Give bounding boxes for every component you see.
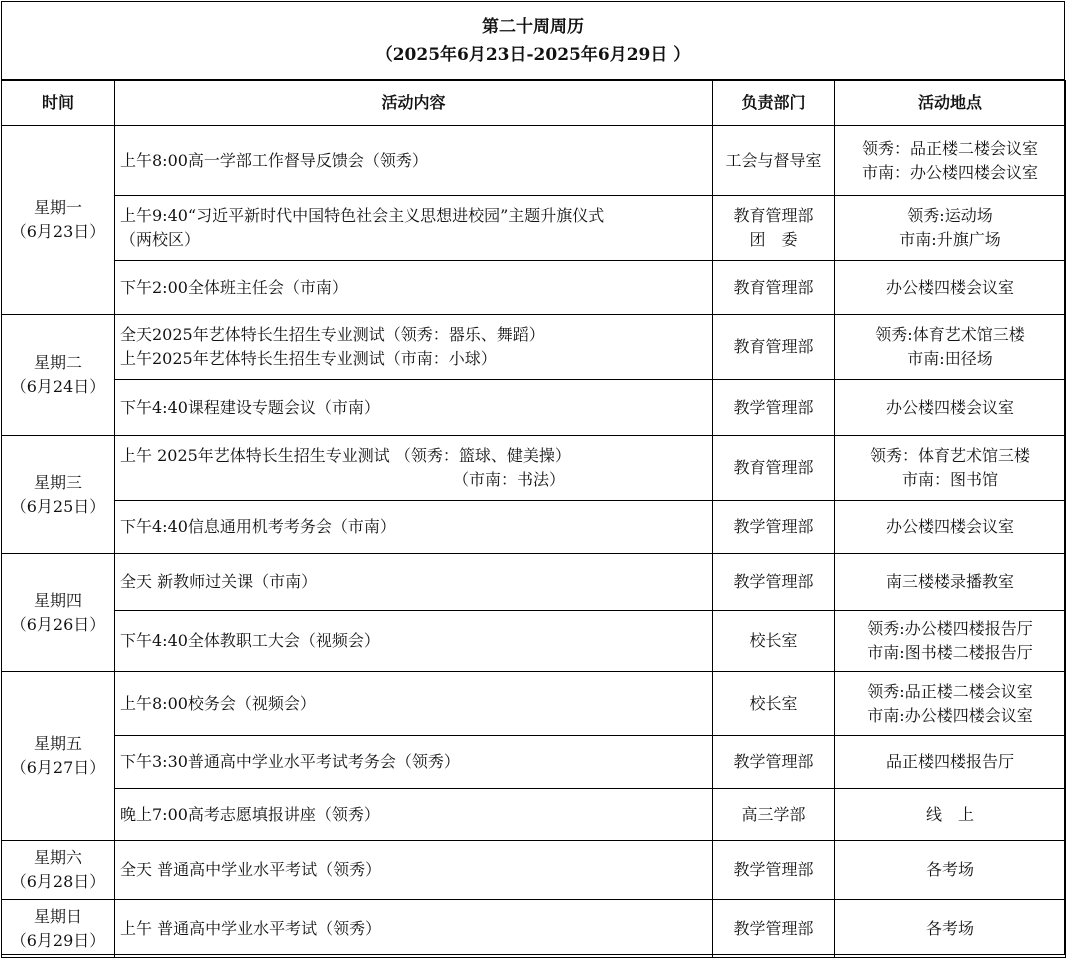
- header-place: 活动地点: [835, 81, 1066, 126]
- event-dept: [713, 501, 835, 554]
- event-dept: [713, 196, 835, 261]
- day-name: 星期一: [33, 198, 82, 217]
- content-line: 上午8:00校务会（视频会）: [120, 693, 316, 713]
- place-line: 办公楼四楼会议室: [885, 517, 1014, 536]
- event-place: [835, 261, 1066, 315]
- content-line: 全天 新教师过关课（市南）: [120, 572, 318, 591]
- content-line: 全天2025年艺体特长生招生专业测试（领秀：器乐、舞蹈）: [120, 325, 545, 344]
- event-dept: [713, 380, 835, 436]
- day-date: （6月27日）: [10, 758, 106, 777]
- table-row: [2, 900, 1066, 958]
- place-line: 市南:办公楼四楼会议室: [867, 705, 1033, 725]
- event-content: [115, 900, 713, 958]
- table-row: [2, 554, 1066, 611]
- place-line: 市南:图书楼二楼报告厅: [867, 643, 1033, 662]
- day-cell: [2, 436, 115, 554]
- event-content: [115, 380, 713, 436]
- table-row: [2, 841, 1066, 900]
- place-line: 市南：办公楼四楼会议室: [861, 162, 1038, 182]
- event-dept: [713, 315, 835, 380]
- table-row: [2, 196, 1066, 261]
- dept-line: 教育管理部: [733, 277, 814, 297]
- calendar-title: [2, 2, 1064, 80]
- dept-line: 工会与督导室: [725, 150, 822, 170]
- content-line: 上午8:00高一学部工作督导反馈会（领秀）: [120, 150, 428, 170]
- place-line: 领秀:运动场: [907, 206, 993, 225]
- day-name: 星期六: [33, 848, 82, 867]
- event-content: [115, 841, 713, 900]
- dept-line: 教育管理部: [733, 206, 814, 225]
- place-line: 领秀:办公楼四楼报告厅: [867, 619, 1033, 638]
- day-cell: [2, 554, 115, 672]
- header-time: 时间: [2, 81, 115, 126]
- content-line: 上午9:40“习近平新时代中国特色社会主义思想进校园”主题升旗仪式: [120, 206, 605, 225]
- table-row: [2, 436, 1066, 501]
- dept-line: 教学管理部: [733, 517, 814, 536]
- table-row: [2, 315, 1066, 380]
- place-line: 办公楼四楼会议室: [885, 277, 1014, 297]
- header-dept: 负责部门: [713, 81, 835, 126]
- place-line: 办公楼四楼会议室: [885, 397, 1014, 417]
- day-date: （6月28日）: [10, 872, 106, 891]
- weekly-calendar-sheet: [1, 1, 1065, 955]
- event-dept: [713, 126, 835, 196]
- place-line: 市南：图书馆: [901, 470, 998, 489]
- content-line: 下午4:40信息通用机考考务会（市南）: [120, 517, 396, 536]
- event-content: [115, 611, 713, 672]
- day-cell: [2, 672, 115, 841]
- event-place: [835, 501, 1066, 554]
- table-row: [2, 789, 1066, 841]
- event-place: [835, 315, 1066, 380]
- event-content: [115, 261, 713, 315]
- day-name: 星期四: [33, 590, 82, 610]
- table-row: [2, 126, 1066, 196]
- day-date: （6月24日）: [10, 377, 106, 396]
- table-row: [2, 611, 1066, 672]
- table-row: [2, 261, 1066, 315]
- place-line: 品正楼四楼报告厅: [885, 752, 1014, 771]
- event-dept: [713, 672, 835, 736]
- dept-line: 教学管理部: [733, 572, 814, 591]
- place-line: 各考场: [925, 860, 974, 879]
- event-place: [835, 554, 1066, 611]
- content-line: 全天 普通高中学业水平考试（领秀）: [120, 860, 382, 879]
- place-line: 领秀：体育艺术馆三楼: [869, 446, 1030, 465]
- day-name: 星期五: [33, 734, 82, 753]
- content-line: 下午2:00全体班主任会（市南）: [120, 277, 348, 297]
- dept-line: 高三学部: [741, 804, 806, 824]
- event-content: [115, 501, 713, 554]
- place-line: 领秀:品正楼二楼会议室: [867, 681, 1033, 701]
- event-place: [835, 672, 1066, 736]
- event-dept: [713, 789, 835, 841]
- day-name: 星期二: [33, 353, 82, 372]
- event-place: [835, 196, 1066, 261]
- event-content: [115, 672, 713, 736]
- table-row: [2, 736, 1066, 789]
- title-line-1: 第二十周周历: [482, 17, 584, 37]
- day-date: （6月25日）: [10, 496, 106, 516]
- dept-line: 教学管理部: [733, 918, 814, 938]
- place-line: 南三楼楼录播教室: [885, 572, 1014, 591]
- table-row: [2, 501, 1066, 554]
- dept-line: 教学管理部: [733, 752, 814, 771]
- content-line: 下午4:40课程建设专题会议（市南）: [120, 397, 380, 417]
- header-row: [2, 81, 1066, 126]
- place-line: 领秀:体育艺术馆三楼: [875, 325, 1025, 344]
- dept-line: 教学管理部: [733, 397, 814, 417]
- schedule-table: [1, 80, 1066, 958]
- place-line: 线 上: [925, 804, 974, 824]
- place-line: 市南:升旗广场: [899, 230, 1001, 249]
- day-cell: [2, 126, 115, 315]
- event-place: [835, 436, 1066, 501]
- content-line: 上午 普通高中学业水平考试（领秀）: [120, 918, 382, 938]
- day-date: （6月29日）: [10, 930, 106, 950]
- table-row: [2, 380, 1066, 436]
- content-line: （市南：书法）: [453, 470, 566, 489]
- place-line: 各考场: [925, 918, 974, 938]
- content-line: 上午 2025年艺体特长生招生专业测试 （领秀：篮球、健美操）: [120, 446, 571, 465]
- event-dept: [713, 554, 835, 611]
- day-date: （6月23日）: [10, 222, 106, 241]
- event-place: [835, 736, 1066, 789]
- event-content: [115, 554, 713, 611]
- header-content: 活动内容: [115, 81, 713, 126]
- event-dept: [713, 436, 835, 501]
- dept-line: 教育管理部: [733, 458, 814, 477]
- content-line: 晚上7:00高考志愿填报讲座（领秀）: [120, 804, 380, 824]
- event-place: [835, 789, 1066, 841]
- event-content: [115, 789, 713, 841]
- table-row: [2, 672, 1066, 736]
- event-dept: [713, 261, 835, 315]
- dept-line: 团 委: [749, 230, 798, 249]
- place-line: 市南:田径场: [907, 349, 993, 368]
- event-dept: [713, 611, 835, 672]
- day-date: （6月26日）: [10, 614, 106, 634]
- event-content: [115, 315, 713, 380]
- content-line: 上午2025年艺体特长生招生专业测试（市南：小球）: [120, 349, 497, 368]
- event-content: [115, 436, 713, 501]
- place-line: 领秀：品正楼二楼会议室: [861, 138, 1038, 158]
- content-line: 下午3:30普通高中学业水平考试考务会（领秀）: [120, 752, 460, 771]
- dept-line: 教育管理部: [733, 337, 814, 356]
- event-place: [835, 900, 1066, 958]
- dept-line: 校长室: [749, 631, 798, 650]
- event-dept: [713, 736, 835, 789]
- day-name: 星期三: [33, 472, 82, 492]
- event-place: [835, 611, 1066, 672]
- event-place: [835, 380, 1066, 436]
- dept-line: 教学管理部: [733, 860, 814, 879]
- event-dept: [713, 841, 835, 900]
- event-content: [115, 126, 713, 196]
- content-line: （两校区）: [120, 230, 201, 249]
- day-name: 星期日: [33, 906, 82, 926]
- content-line: 下午4:40全体教职工大会（视频会）: [120, 631, 380, 650]
- event-place: [835, 126, 1066, 196]
- dept-line: 校长室: [749, 693, 798, 713]
- day-cell: [2, 841, 115, 900]
- event-content: [115, 736, 713, 789]
- day-cell: [2, 315, 115, 436]
- day-cell: [2, 900, 115, 958]
- event-dept: [713, 900, 835, 958]
- title-line-2: （2025年6月23日-2025年6月29日 ）: [375, 45, 691, 65]
- event-content: [115, 196, 713, 261]
- event-place: [835, 841, 1066, 900]
